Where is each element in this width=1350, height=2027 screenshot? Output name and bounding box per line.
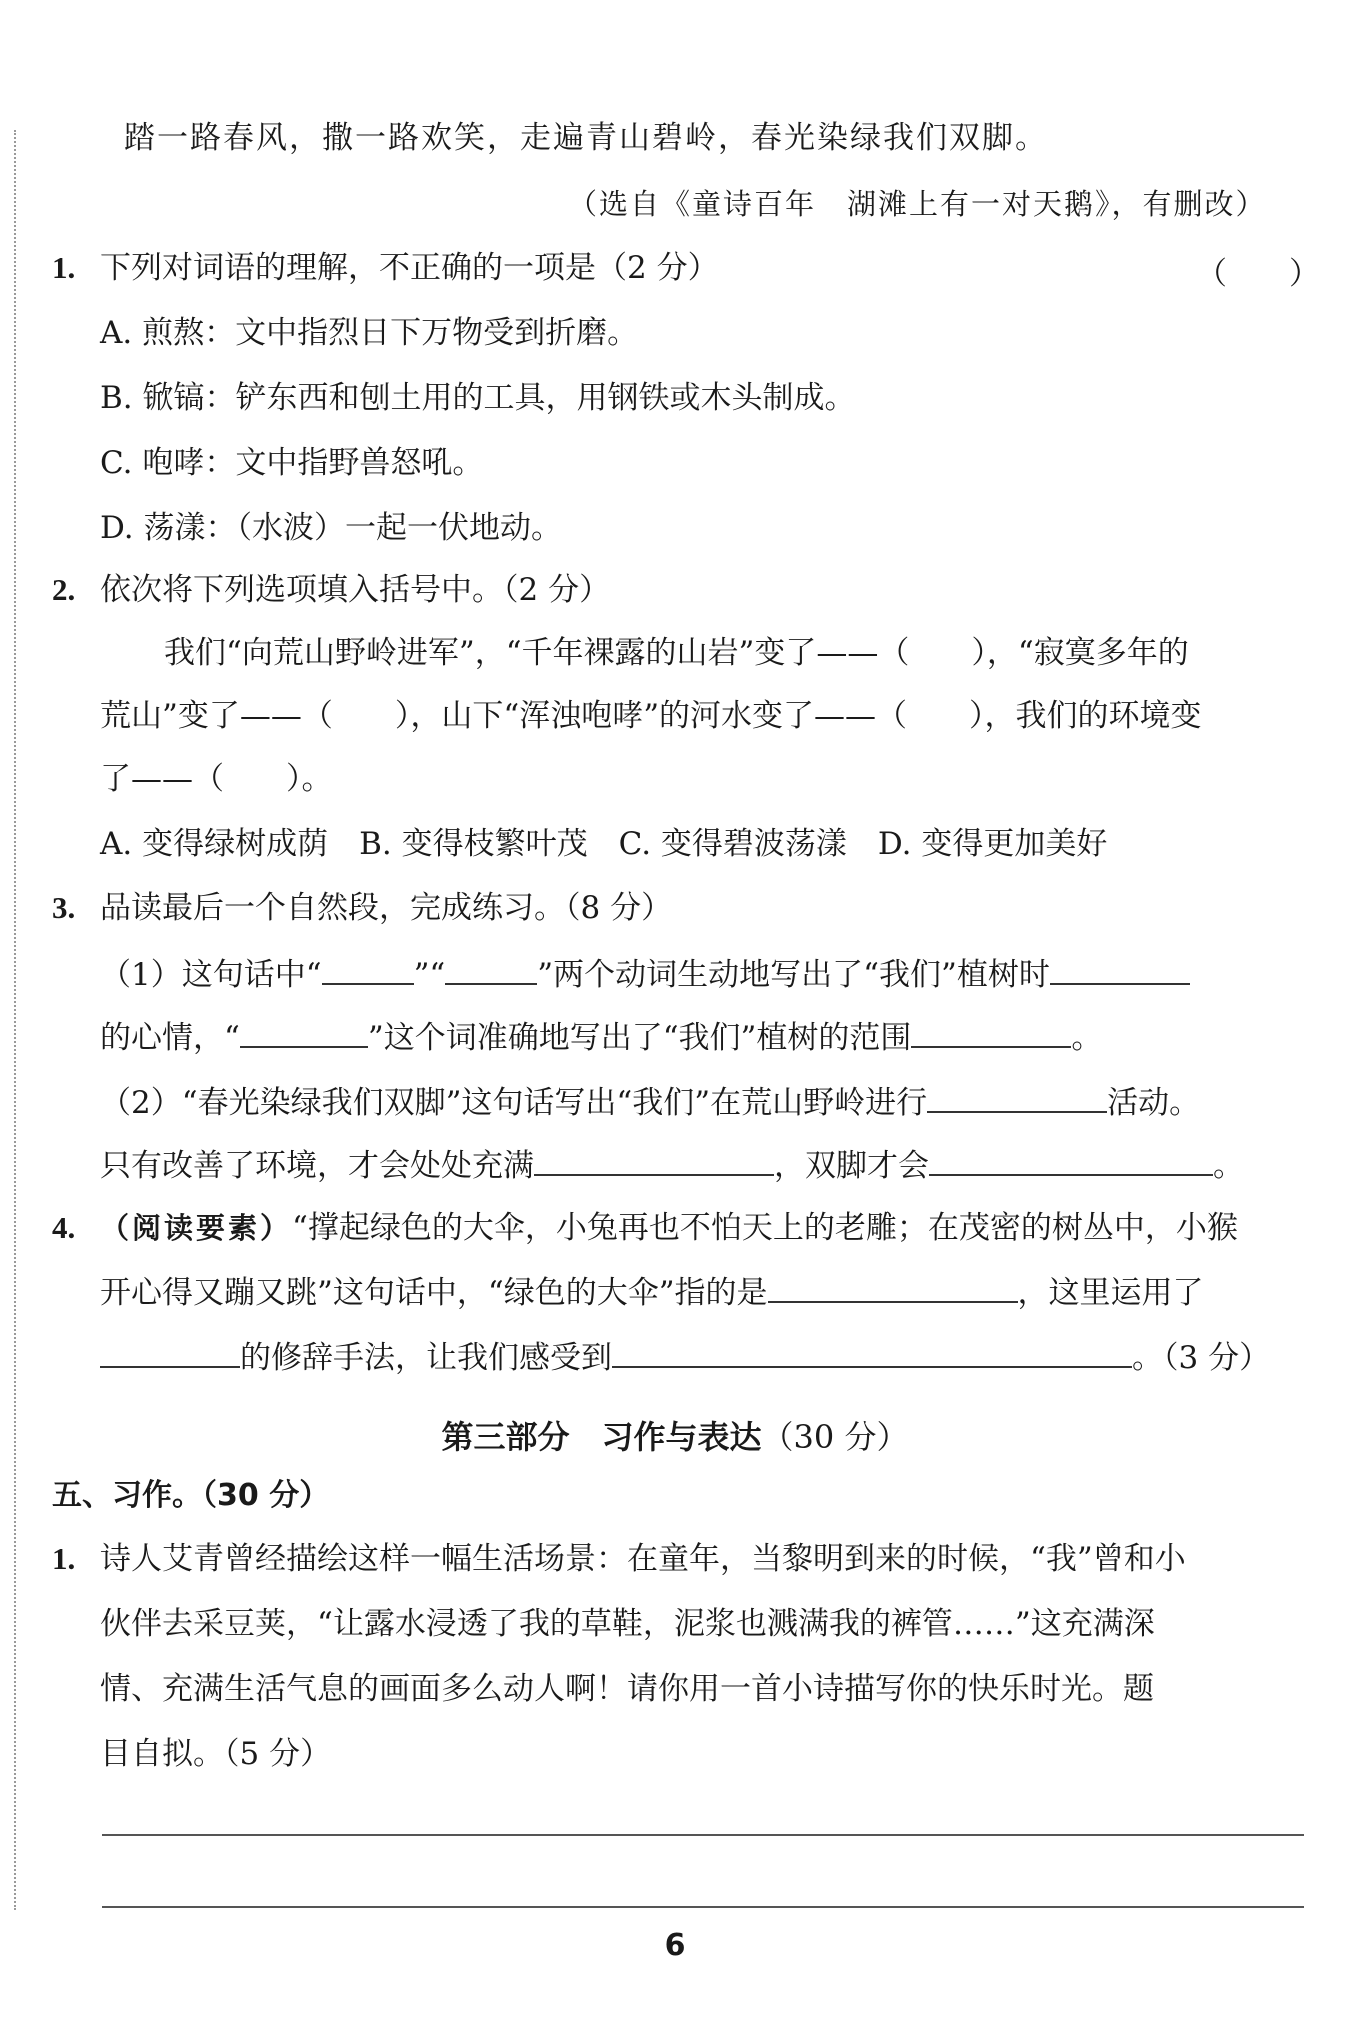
q3-blank-activity[interactable] [927, 1081, 1107, 1113]
q3-p2-d: ，双脚才会 [774, 1148, 929, 1184]
part5-q1-line4: 目自拟。（5 分） [100, 1736, 332, 1772]
q4-blank-rhetoric[interactable] [100, 1336, 240, 1368]
q1-option-a: A. 煎熬：文中指烈日下万物受到折磨。 [100, 315, 639, 351]
q3-part2-line1 [100, 1081, 1200, 1123]
part5-q1-line3: 情、充满生活气息的画面多么动人啊！请你用一首小诗描写你的快乐时光。题 [100, 1671, 1154, 1707]
q3-part2-line2 [100, 1144, 1244, 1186]
poem-last-line: 踏一路春风，撒一路欢笑，走遍青山碧岭，春光染绿我们双脚。 [124, 120, 1048, 156]
q3-blank-mood[interactable] [1050, 953, 1190, 985]
q3-blank-feet[interactable] [929, 1144, 1213, 1176]
q2-line-2: 荒山”变了——（ ），山下“浑浊咆哮”的河水变了——（ ），我们的环境变 [100, 698, 1202, 734]
q4-line2 [100, 1271, 1204, 1313]
q1-answer-paren[interactable]: （ ） [1196, 256, 1320, 292]
q3-p1-f: 。 [1071, 1020, 1103, 1056]
q2-number: 2. [52, 572, 76, 607]
part5-q1-line1: 诗人艾青曾经描绘这样一幅生活场景：在童年，当黎明到来的时候，“我”曾和小 [100, 1541, 1186, 1577]
q2-text: 依次将下列选项填入括号中。（2 分） [100, 572, 611, 608]
q4-line3 [100, 1336, 1270, 1378]
writing-answer-line[interactable] [102, 1906, 1304, 1908]
q1-option-c: C. 咆哮：文中指野兽怒吼。 [100, 445, 484, 481]
q2-line-1: 我们“向荒山野岭进军”，“千年裸露的山岩”变了——（ ），“寂寞多年的 [164, 635, 1189, 671]
q4-tag-reading-element: （阅读要素） [100, 1211, 293, 1245]
q4-b: 开心得又蹦又跳”这句话中，“绿色的大伞”指的是 [100, 1275, 768, 1311]
q3-p1-a: （1）这句话中“ [100, 957, 322, 993]
q4-e: 。（3 分） [1132, 1340, 1271, 1376]
q1-option-b: B. 锨镐：铲东西和刨土用的工具，用钢铁或木头制成。 [100, 380, 856, 416]
q4-line1 [100, 1208, 1238, 1248]
q4-blank-feeling[interactable] [612, 1336, 1132, 1368]
q3-text: 品读最后一个自然段，完成练习。（8 分） [100, 890, 673, 926]
q3-blank-verb2[interactable] [445, 953, 537, 985]
q3-p2-e: 。 [1213, 1148, 1244, 1184]
q3-p1-c: ”两个动词生动地写出了“我们”植树时 [537, 957, 1050, 993]
q4-number: 4. [52, 1210, 76, 1245]
q3-p1-b: ”“ [413, 957, 446, 993]
q3-blank-fill[interactable] [534, 1144, 774, 1176]
poem-source: （选自《童诗百年 湖滩上有一对天鹅》，有删改） [568, 187, 1267, 221]
q3-p2-a: （2）“春光染绿我们双脚”这句话写出“我们”在荒山野岭进行 [100, 1085, 928, 1121]
q1-number: 1. [52, 250, 76, 285]
q3-part1-line1 [100, 953, 1190, 995]
q3-blank-verb1[interactable] [322, 953, 414, 985]
q4-a: “撑起绿色的大伞，小兔再也不怕天上的老雕；在茂密的树丛中，小猴 [292, 1210, 1238, 1246]
q1-option-d: D. 荡漾：（水波）一起一伏地动。 [100, 510, 562, 546]
binding-margin-line [14, 130, 16, 1910]
q3-part1-line2 [100, 1016, 1102, 1058]
q3-blank-word[interactable] [240, 1016, 368, 1048]
q3-p1-e: ”这个词准确地写出了“我们”植树的范围 [367, 1020, 912, 1056]
page-number: 6 [664, 1928, 686, 1963]
q3-p1-d: 的心情，“ [100, 1020, 240, 1056]
part5-heading: 五、习作。（30 分） [52, 1478, 330, 1513]
writing-answer-line[interactable] [102, 1834, 1304, 1836]
q2-line-3: 了——（ ）。 [100, 761, 333, 797]
section3-score: （30 分） [761, 1418, 909, 1456]
q3-p2-b: 活动。 [1107, 1085, 1201, 1121]
section3-main-title: 第三部分 习作与表达 [441, 1418, 762, 1456]
q2-options: A. 变得绿树成荫 B. 变得枝繁叶茂 C. 变得碧波荡漾 D. 变得更加美好 [100, 826, 1108, 862]
section3-title [0, 1412, 1350, 1458]
part5-q1-number: 1. [52, 1541, 76, 1576]
part5-q1-line2: 伙伴去采豆荚，“让露水浸透了我的草鞋，泥浆也溅满我的裤管……”这充满深 [100, 1606, 1155, 1642]
q3-number: 3. [52, 890, 76, 925]
q1-text: 下列对词语的理解，不正确的一项是（2 分） [100, 250, 719, 286]
q4-c: ，这里运用了 [1017, 1275, 1204, 1311]
q3-p2-c: 只有改善了环境，才会处处充满 [100, 1148, 534, 1184]
q4-blank-umbrella[interactable] [768, 1271, 1018, 1303]
q3-blank-range[interactable] [911, 1016, 1071, 1048]
q4-d: 的修辞手法，让我们感受到 [240, 1340, 612, 1376]
